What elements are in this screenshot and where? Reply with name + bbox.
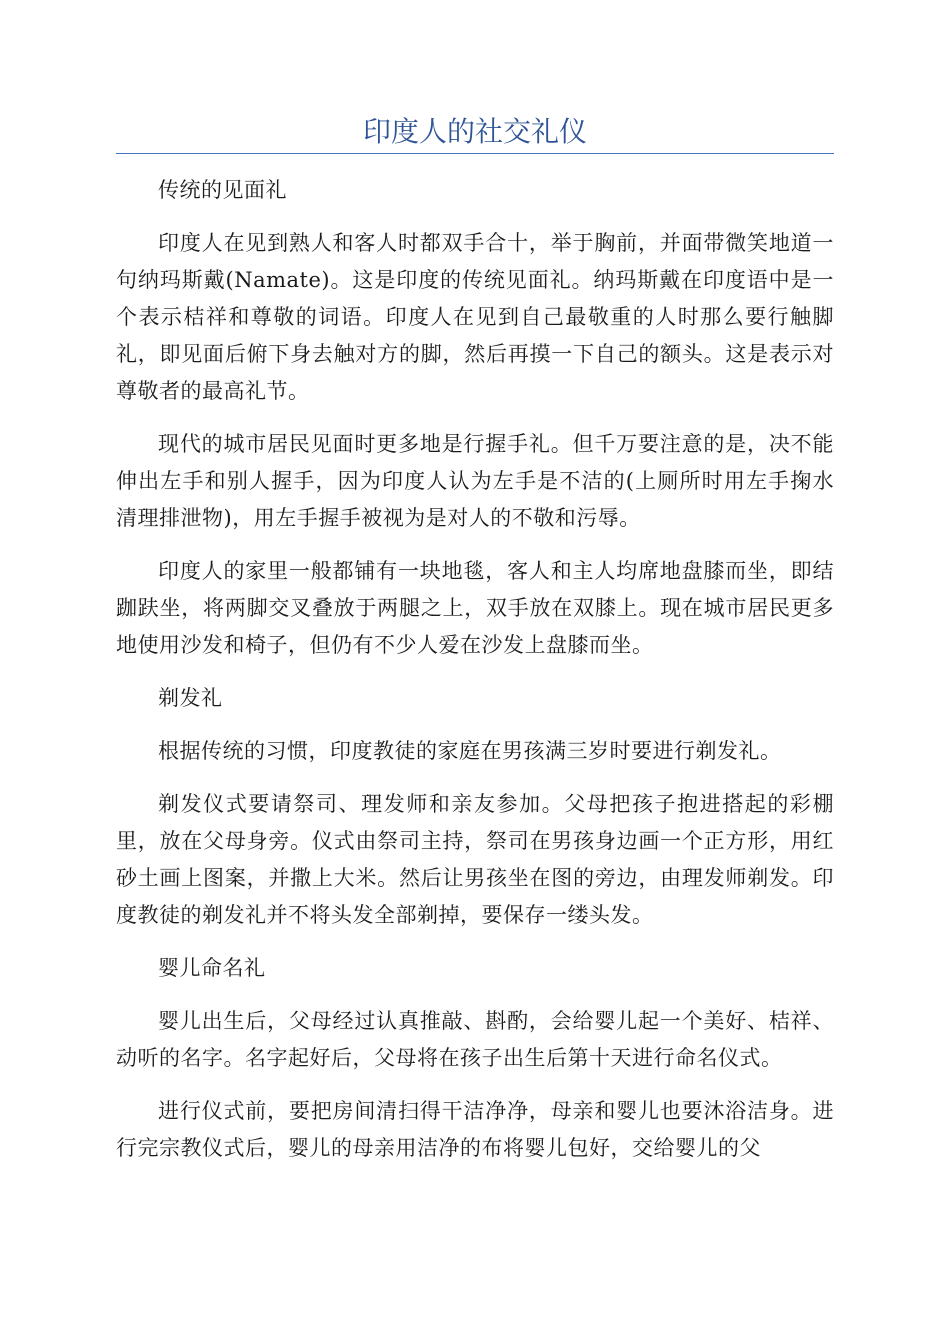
paragraph: 印度人的家里一般都铺有一块地毯，客人和主人均席地盘膝而坐，即结跏趺坐，将两脚交叉叠放于两腿之上，双手放在双膝上。现在城市居民更多地使用沙发和椅子，但仍有不少人爱在沙发上盘膝而坐。: [116, 559, 834, 657]
paragraph: 婴儿出生后，父母经过认真推敲、斟酌，会给婴儿起一个美好、桔祥、动听的名字。名字起好后，父母将在孩子出生后第十天进行命名仪式。: [116, 1009, 834, 1070]
paragraph: 印度人在见到熟人和客人时都双手合十，举于胸前，并面带微笑地道一句纳玛斯戴(Namate)。这是印度的传统见面礼。纳玛斯戴在印度语中是一个表示桔祥和尊敬的词语。印度人在见到自己最敬重的人时那么要行触脚礼，即见面后俯下身去触对方的脚，然后再摸一下自己的额头。这是表示对尊敬者的最高礼节。: [116, 231, 834, 403]
paragraph: 现代的城市居民见面时更多地是行握手礼。但千万要注意的是，决不能伸出左手和别人握手，因为印度人认为左手是不洁的(上厕所时用左手掬水清理排泄物)，用左手握手被视为是对人的不敬和污辱。: [116, 432, 834, 530]
paragraph: 剃发仪式要请祭司、理发师和亲友参加。父母把孩子抱进搭起的彩棚里，放在父母身旁。仪式由祭司主持，祭司在男孩身边画一个正方形，用红砂土画上图案，并撒上大米。然后让男孩坐在图的旁边，由理发师剃发。印度教徒的剃发礼并不将头发全部剃掉，要保存一缕头发。: [116, 792, 834, 927]
section-heading-haircut: 剃发礼: [158, 686, 223, 710]
document-title: 印度人的社交礼仪: [362, 115, 587, 148]
document-body: [116, 172, 834, 1183]
paragraph: 进行仪式前，要把房间清扫得干洁净净，母亲和婴儿也要沐浴洁身。进行完宗教仪式后，婴儿的母亲用洁净的布将婴儿包好，交给婴儿的父: [116, 1099, 834, 1160]
title-underline: [116, 153, 834, 154]
paragraph: 根据传统的习惯，印度教徒的家庭在男孩满三岁时要进行剃发礼。: [158, 739, 782, 763]
section-heading-naming: 婴儿命名礼: [158, 956, 266, 980]
section-heading-greeting: 传统的见面礼: [158, 178, 287, 202]
